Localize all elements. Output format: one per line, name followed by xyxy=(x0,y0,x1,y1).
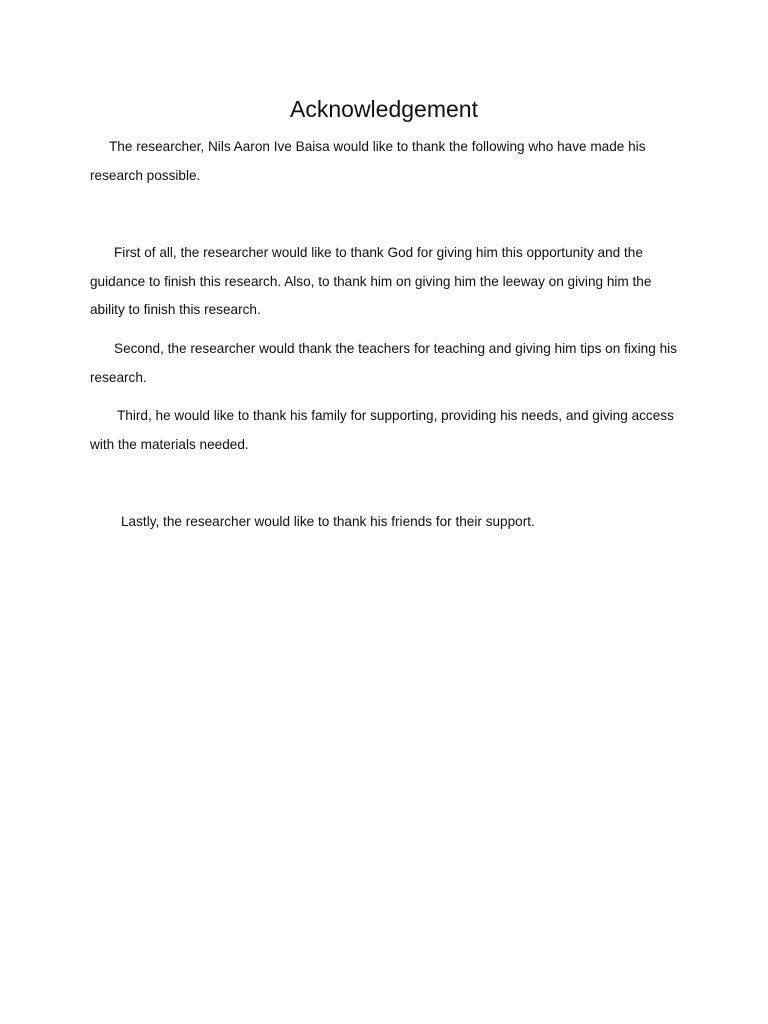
paragraph-lastly: Lastly, the researcher would like to thank his friends for their support. xyxy=(121,514,535,529)
paragraph-first: First of all, the researcher would like to thank God for giving him this opportunity and the guidance to finish this research. Also, to thank him on giving him the leeway on giving him the ability to finish this research. xyxy=(90,245,652,317)
page-title: Acknowledgement xyxy=(290,96,478,122)
paragraph-third: Third, he would like to thank his family for supporting, providing his needs, and giving access with the materials needed. xyxy=(90,408,674,452)
paragraph-intro: The researcher, Nils Aaron Ive Baisa would like to thank the following who have made his research possible. xyxy=(90,139,646,183)
paragraph-second: Second, the researcher would thank the teachers for teaching and giving him tips on fixing his research. xyxy=(90,341,677,385)
